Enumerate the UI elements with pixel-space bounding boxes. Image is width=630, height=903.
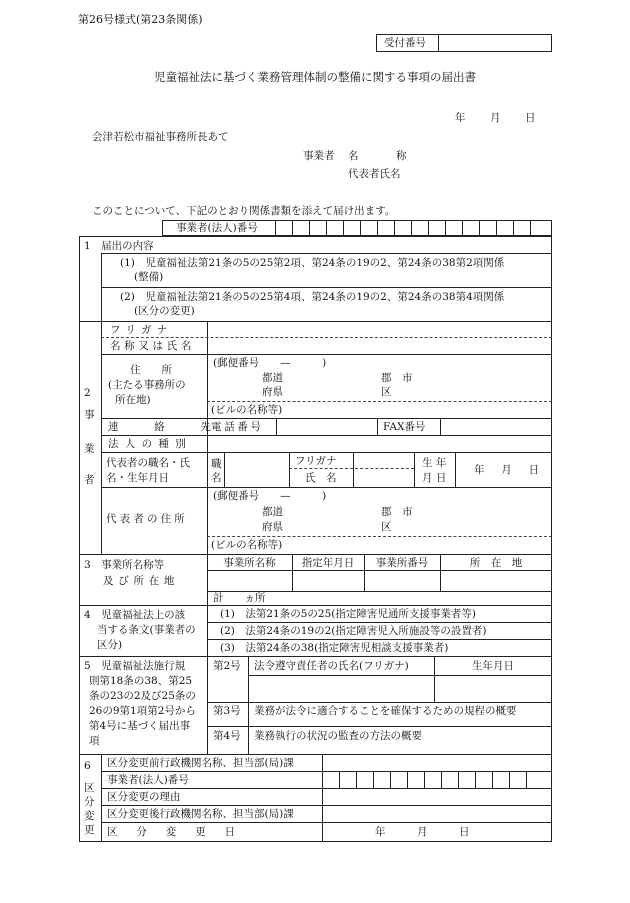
s5-no4-text: 業務執行の状況の監査の方法の概要 bbox=[254, 730, 422, 742]
s6-side-2: 分 bbox=[84, 796, 95, 808]
s2-addr-label-2: (主たる事務所の bbox=[108, 379, 186, 391]
applicant-name-label-2: 称 bbox=[396, 150, 407, 162]
s4-label-3: 区分) bbox=[97, 639, 123, 651]
s2-postal: (郵便番号 — ) bbox=[213, 357, 327, 369]
s4-option-2[interactable]: (2) 法第24条の19の2(指定障害児入所施設等の設置者) bbox=[220, 625, 487, 637]
s5-no2-text: 法令遵守責任者の氏名(フリガナ) bbox=[254, 660, 409, 672]
s5-label-3: 条の23の2及び25条の bbox=[89, 690, 196, 702]
s5-no4: 第4号 bbox=[213, 730, 241, 742]
s2-contact-label: 連 絡 先 bbox=[108, 421, 224, 433]
s3-col-date: 指定年月日 bbox=[301, 557, 355, 569]
date-day: 日 bbox=[525, 112, 536, 124]
s2-side-3: 業 bbox=[84, 443, 95, 455]
s1-item2-sub: (区分の変更) bbox=[134, 305, 195, 317]
receipt-number-label: 受付番号 bbox=[384, 37, 426, 49]
s2-birth-1: 生 年 bbox=[422, 457, 447, 469]
addressee: 会津若松市福祉事務所長あて bbox=[92, 131, 229, 143]
s2-rep-addr-label: 代表者の住所 bbox=[106, 513, 188, 525]
s2-rep-furigana-label: フリガナ bbox=[295, 455, 337, 467]
s6-side-1: 区 bbox=[84, 782, 95, 794]
s6-num: 6 bbox=[84, 760, 91, 772]
s2-side-2: 事 bbox=[84, 409, 95, 421]
s5-label-2: 則第18条の38、第25 bbox=[89, 675, 193, 687]
applicant-prefix: 事業者 bbox=[303, 150, 335, 162]
s5-no2-birth: 生年月日 bbox=[472, 660, 514, 672]
s2-ku: 区 bbox=[381, 386, 392, 398]
s3-col-number: 事業所番号 bbox=[375, 557, 429, 569]
s5-label-4: 26の9第1項第2号から bbox=[89, 705, 196, 717]
s6-row-reason: 区分変更の理由 bbox=[107, 791, 181, 803]
applicant-name-label: 名 bbox=[348, 150, 359, 162]
s5-no2: 第2号 bbox=[213, 660, 241, 672]
s2-birth-2: 月 日 bbox=[422, 472, 447, 484]
s2-name-label: 名称又は氏名 bbox=[110, 340, 196, 352]
s4-option-3[interactable]: (3) 法第24条の38(指定障害児相談支援事業者) bbox=[220, 642, 449, 654]
s2-rep-fuken: 府県 bbox=[262, 521, 283, 533]
s5-no3: 第3号 bbox=[213, 705, 241, 717]
s1-head: 1 届出の内容 bbox=[84, 240, 154, 252]
s2-rep-label-1: 代表者の職名・氏 bbox=[106, 457, 190, 469]
s6-side-4: 更 bbox=[84, 824, 95, 836]
s2-fax-label: FAX番号 bbox=[383, 421, 426, 433]
s3-total: 計 ヵ所 bbox=[213, 592, 266, 604]
s2-rep-building: (ビルの名称等) bbox=[211, 539, 283, 551]
form-title: 児童福祉法に基づく業務管理体制の整備に関する事項の届出書 bbox=[154, 70, 476, 84]
s1-item2: (2) 児童福祉法第21条の5の25第4項、第24条の19の2、第24条の38第4項関係 bbox=[120, 291, 505, 303]
s4-label-1: 4 児童福祉法上の該 bbox=[84, 609, 186, 621]
s2-tel-label: 電話番号 bbox=[211, 421, 264, 433]
s2-addr-label-3: 所在地) bbox=[115, 394, 151, 406]
date-month: 月 bbox=[490, 112, 501, 124]
s2-rep-postal: (郵便番号 — ) bbox=[213, 490, 327, 502]
s3-col-address: 所 在 地 bbox=[469, 557, 523, 569]
s2-furigana-label: フリガナ bbox=[110, 324, 173, 336]
s6-row-corp-number: 事業者(法人)番号 bbox=[107, 774, 189, 786]
s2-shoku-2: 名 bbox=[211, 472, 222, 484]
corp-number-label: 事業者(法人)番号 bbox=[176, 222, 258, 234]
s2-side-4: 者 bbox=[84, 474, 95, 486]
s6-row-change-date: 区 分 変 更 日 bbox=[107, 826, 240, 838]
s2-addr-label-1: 住 所 bbox=[130, 364, 172, 376]
s2-side-1: 2 bbox=[84, 387, 91, 399]
s2-rep-ku: 区 bbox=[381, 521, 392, 533]
intro-text: このことについて、下記のとおり関係書類を添えて届け出ます。 bbox=[92, 205, 396, 217]
s3-label-1: 3 事業所名称等 bbox=[84, 559, 165, 571]
s2-birth-ymd: 年 月 日 bbox=[474, 464, 543, 476]
s2-shoku-1: 職 bbox=[211, 458, 222, 470]
s2-rep-todo: 都道 bbox=[262, 506, 283, 518]
s3-label-2: 及び所在地 bbox=[103, 575, 180, 587]
s3-col-name: 事業所名称 bbox=[223, 557, 276, 569]
s4-option-1[interactable]: (1) 法第21条の5の25(指定障害児通所支援事業者等) bbox=[220, 608, 476, 620]
s5-label-5: 第4号に基づく届出事 bbox=[89, 720, 191, 732]
s6-row-after: 区分変更後行政機関名称、担当部(局)課 bbox=[107, 808, 294, 820]
s2-corp-type-label: 法人の種別 bbox=[108, 438, 192, 450]
s2-rep-gunshi: 郡 市 bbox=[381, 506, 413, 518]
applicant-rep-label: 代表者氏名 bbox=[348, 168, 401, 180]
s4-label-2: 当する条文(事業者の bbox=[97, 624, 196, 636]
s2-building: (ビルの名称等) bbox=[211, 404, 283, 416]
s2-rep-shimei-label: 氏 名 bbox=[305, 472, 337, 484]
form-number: 第26号様式(第23条関係) bbox=[78, 13, 203, 26]
s1-item1-sub: (整備) bbox=[134, 271, 164, 283]
date-year: 年 bbox=[455, 112, 466, 124]
s6-row-before: 区分変更前行政機関名称、担当部(局)課 bbox=[107, 757, 294, 769]
s2-rep-label-2: 名・生年月日 bbox=[106, 472, 169, 484]
s5-no3-text: 業務が法令に適合することを確保するための規程の概要 bbox=[254, 705, 517, 717]
s5-label-1: 5 児童福祉法施行規 bbox=[84, 660, 186, 672]
s2-gunshi: 郡 市 bbox=[381, 372, 413, 384]
s1-item1: (1) 児童福祉法第21条の5の25第2項、第24条の19の2、第24条の38第2項関係 bbox=[120, 257, 505, 269]
s5-label-6: 項 bbox=[89, 735, 100, 747]
s2-todo: 都道 bbox=[262, 372, 283, 384]
s6-side-3: 変 bbox=[84, 810, 95, 822]
s2-fuken: 府県 bbox=[262, 386, 283, 398]
s6-change-date-ymd: 年 月 日 bbox=[375, 826, 470, 838]
